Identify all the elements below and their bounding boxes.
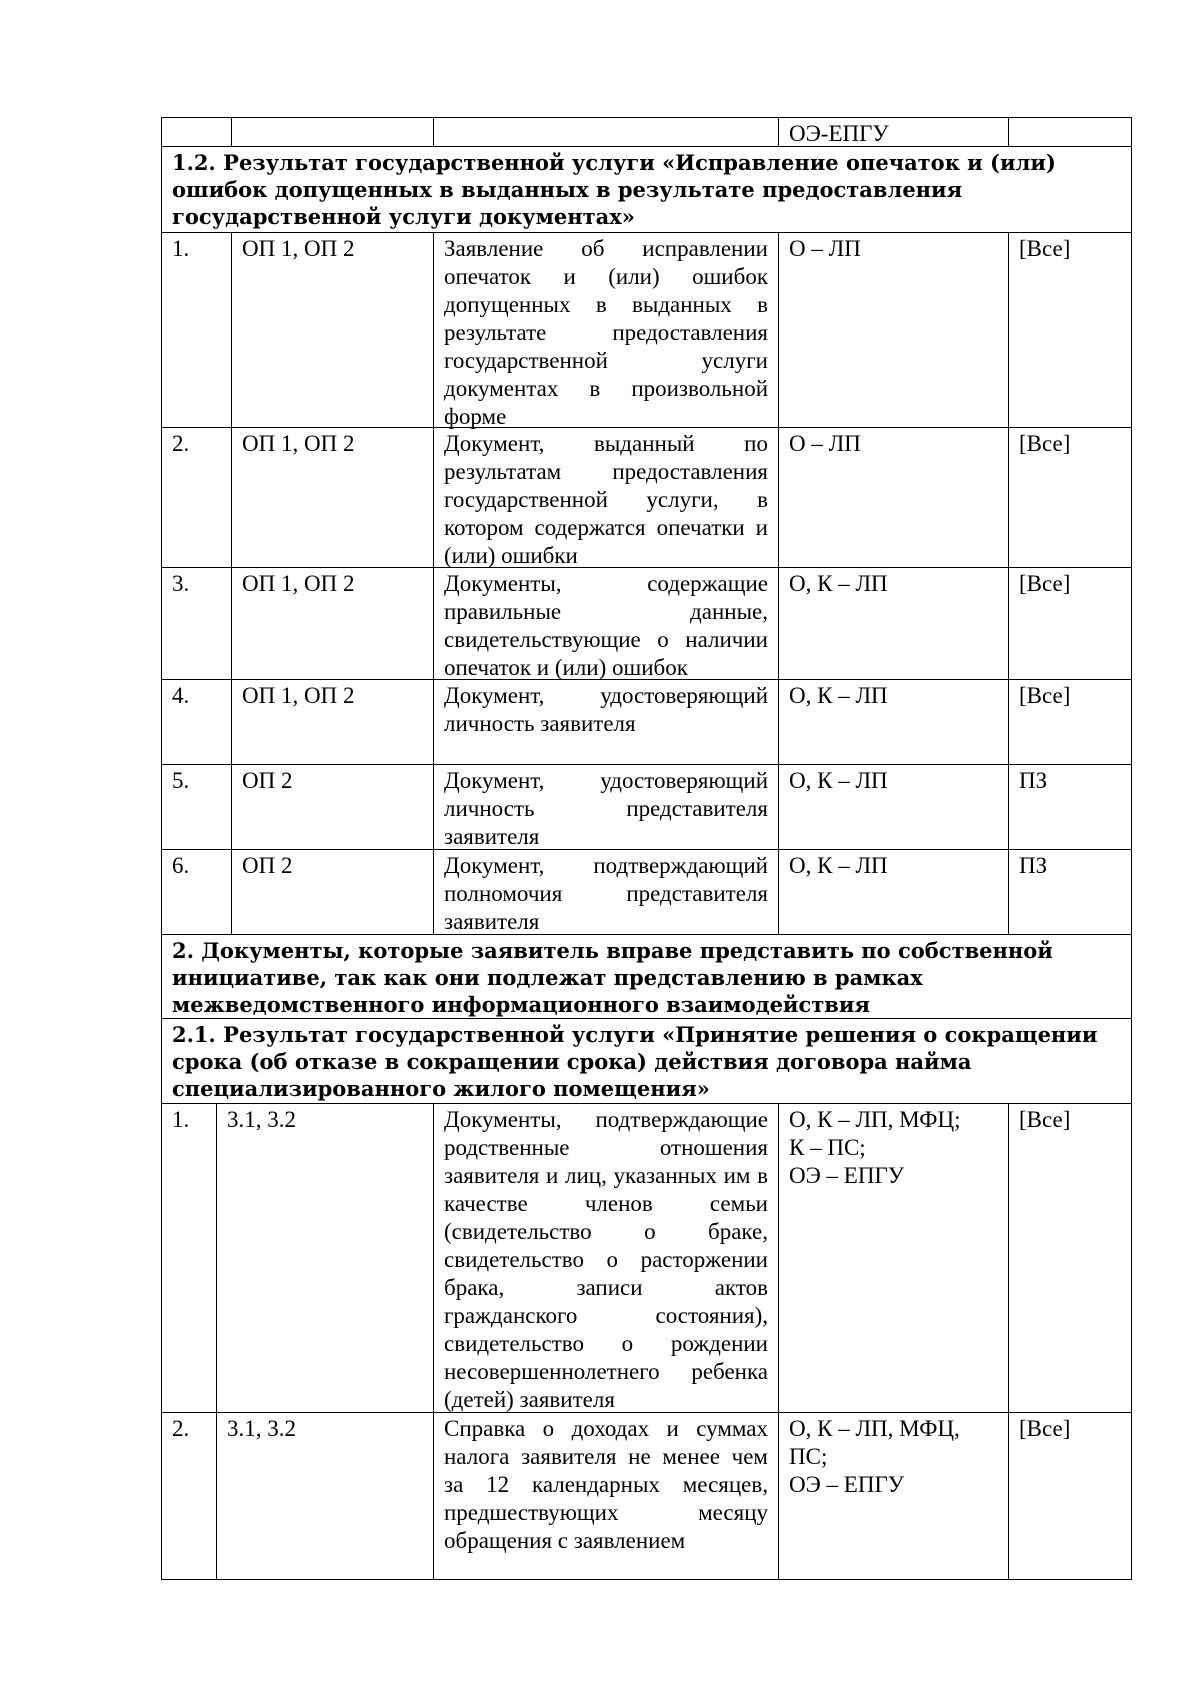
table-row [161,679,1132,764]
form-cell: ОЭ-ЕПГУ [778,118,1008,146]
table-row [161,1412,1132,1580]
row-document: Документ, удостоверяющий личность заявителя [433,680,778,764]
row-category: [Все] [1008,428,1133,567]
row-number: 1. [172,1107,190,1132]
row-code: ОП 1, ОП 2 [231,568,433,679]
row-form: О, К – ЛП [778,850,1008,934]
row-category: ПЗ [1008,765,1133,849]
row-number: 6. [172,853,190,878]
row-number: 2. [172,1416,190,1441]
row-code: ОП 2 [231,765,433,849]
row-code: ОП 1, ОП 2 [231,428,433,567]
row-form: О, К – ЛП [778,568,1008,679]
table-row [161,849,1132,934]
row-document: Документ, удостоверяющий личность представителя заявителя [433,765,778,849]
row-document: Заявление об исправлении опечаток и (или) ошибок допущенных в выданных в результате предоставления государственной услуги документах в произвольной форме [433,233,778,427]
section-title: 2. Документы, которые заявитель вправе представить по собственной инициативе, так как они подлежат представлению в рамках межведомственного информационного взаимодействия [172,938,1053,1017]
row-category: [Все] [1008,680,1133,764]
section-header-2-1 [161,1018,1132,1103]
row-form: О, К – ЛП, МФЦ; К – ПС; ОЭ – ЕПГУ [778,1104,1008,1412]
row-category: [Все] [1008,1104,1133,1412]
row-document: Справка о доходах и суммах налога заявителя не менее чем за 12 календарных месяцев, предшествующих месяцу обращения с заявлением [433,1413,778,1579]
row-form: О – ЛП [778,428,1008,567]
row-category: ПЗ [1008,850,1133,934]
table-row [161,1103,1132,1412]
row-number: 2. [172,431,190,456]
row-number: 5. [172,768,190,793]
row-category: [Все] [1008,1413,1133,1579]
section-title: 1.2. Результат государственной услуги «Исправление опечаток и (или) ошибок допущенных в выданных в результате предоставления государственной услуги документах» [172,150,1056,229]
section-title: 2.1. Результат государственной услуги «Принятие решения о сокращении срока (об отказе в сокращении срока) действия договора найма специализированного жилого помещения» [172,1022,1098,1101]
row-category: [Все] [1008,233,1133,427]
row-code: ОП 1, ОП 2 [231,680,433,764]
row-code: 3.1, 3.2 [216,1104,433,1412]
row-number: 1. [172,236,190,261]
row-form: О – ЛП [778,233,1008,427]
row-form: О, К – ЛП, МФЦ, ПС; ОЭ – ЕПГУ [778,1413,1008,1579]
documents-table [161,117,1132,1580]
row-code: ОП 1, ОП 2 [231,233,433,427]
row-code: ОП 2 [231,850,433,934]
row-form: О, К – ЛП [778,765,1008,849]
row-document: Документ, выданный по результатам предоставления государственной услуги, в котором содержатся опечатки и (или) ошибки [433,428,778,567]
table-row [161,232,1132,427]
row-category: [Все] [1008,568,1133,679]
section-header-1-2 [161,146,1132,232]
row-document: Документы, подтверждающие родственные отношения заявителя и лиц, указанных им в качестве членов семьи (свидетельство о браке, свидетельство о расторжении брака, записи актов гражданского состояния), свидетельство о рождении несовершеннолетнего ребенка (детей) заявителя [433,1104,778,1412]
row-document: Документы, содержащие правильные данные, свидетельствующие о наличии опечаток и (или) ошибок [433,568,778,679]
row-number: 3. [172,571,190,596]
row-form: О, К – ЛП [778,680,1008,764]
table-row [161,567,1132,679]
table-row [161,764,1132,849]
row-document: Документ, подтверждающий полномочия представителя заявителя [433,850,778,934]
table-row [161,117,1132,146]
section-header-2 [161,934,1132,1018]
table-row [161,427,1132,567]
row-number: 4. [172,683,190,708]
row-code: 3.1, 3.2 [216,1413,433,1579]
